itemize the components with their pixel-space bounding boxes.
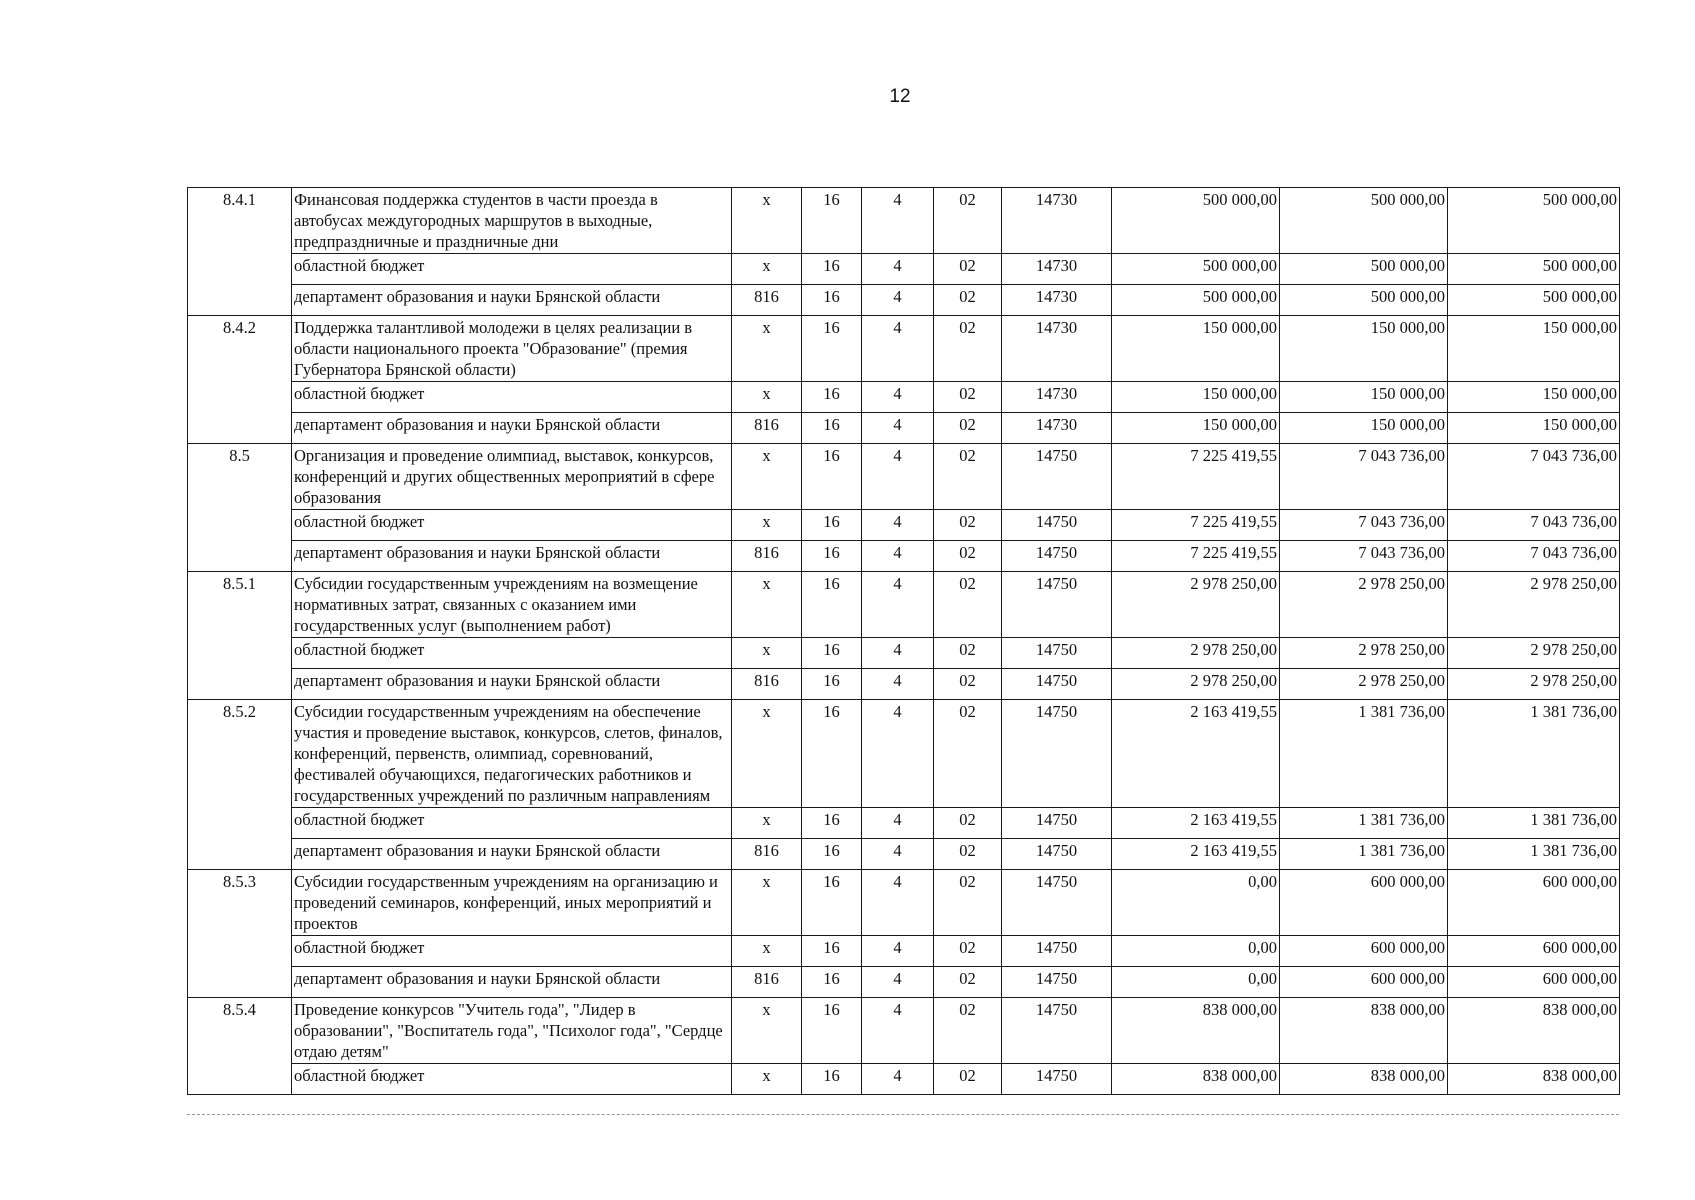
direction-cell: 14730: [1002, 382, 1112, 413]
amount-year3-cell: 1 381 736,00: [1448, 839, 1620, 870]
table-row: [188, 998, 1620, 1064]
amount-year3-cell: 2 978 250,00: [1448, 669, 1620, 700]
amount-year2-cell: 2 978 250,00: [1280, 572, 1448, 638]
subsection-cell: 4: [862, 700, 934, 808]
amount-year3-cell: 838 000,00: [1448, 998, 1620, 1064]
amount-year3-cell: 838 000,00: [1448, 1064, 1620, 1095]
program-cell: 02: [934, 700, 1002, 808]
amount-year2-cell: 150 000,00: [1280, 413, 1448, 444]
grbs-cell: x: [732, 316, 802, 382]
program-cell: 02: [934, 444, 1002, 510]
amount-year2-cell: 838 000,00: [1280, 1064, 1448, 1095]
section-cell: 16: [802, 998, 862, 1064]
table-row: [188, 870, 1620, 936]
amount-year2-cell: 1 381 736,00: [1280, 700, 1448, 808]
grbs-cell: 816: [732, 285, 802, 316]
amount-year1-cell: 2 978 250,00: [1112, 572, 1280, 638]
grbs-cell: x: [732, 808, 802, 839]
amount-year3-cell: 1 381 736,00: [1448, 700, 1620, 808]
item-description-cell: Проведение конкурсов "Учитель года", "Лидер в образовании", "Воспитатель года", "Психолог года", "Сердце отдаю детям": [292, 998, 732, 1064]
direction-cell: 14750: [1002, 510, 1112, 541]
amount-year2-cell: 838 000,00: [1280, 998, 1448, 1064]
amount-year3-cell: 2 978 250,00: [1448, 572, 1620, 638]
section-cell: 16: [802, 967, 862, 998]
amount-year3-cell: 500 000,00: [1448, 254, 1620, 285]
table-subrow: [188, 285, 1620, 316]
amount-year1-cell: 150 000,00: [1112, 413, 1280, 444]
grbs-cell: x: [732, 700, 802, 808]
grbs-cell: x: [732, 382, 802, 413]
program-cell: 02: [934, 541, 1002, 572]
direction-cell: 14750: [1002, 998, 1112, 1064]
page-number: 12: [889, 86, 911, 107]
subrow-description-cell: областной бюджет: [292, 1064, 732, 1095]
subrow-description-cell: департамент образования и науки Брянской области: [292, 669, 732, 700]
grbs-cell: x: [732, 444, 802, 510]
table-subrow: [188, 936, 1620, 967]
item-description-cell: Организация и проведение олимпиад, выставок, конкурсов, конференций и других общественных мероприятий в сфере образования: [292, 444, 732, 510]
direction-cell: 14750: [1002, 638, 1112, 669]
table-row: [188, 316, 1620, 382]
grbs-cell: 816: [732, 839, 802, 870]
amount-year3-cell: 7 043 736,00: [1448, 541, 1620, 572]
subsection-cell: 4: [862, 188, 934, 254]
subsection-cell: 4: [862, 1064, 934, 1095]
item-description-cell: Субсидии государственным учреждениям на возмещение нормативных затрат, связанных с оказанием ими государственных услуг (выполнением работ): [292, 572, 732, 638]
subrow-description-cell: департамент образования и науки Брянской области: [292, 541, 732, 572]
amount-year1-cell: 2 163 419,55: [1112, 700, 1280, 808]
amount-year1-cell: 0,00: [1112, 967, 1280, 998]
subsection-cell: 4: [862, 316, 934, 382]
program-cell: 02: [934, 382, 1002, 413]
amount-year2-cell: 600 000,00: [1280, 936, 1448, 967]
direction-cell: 14730: [1002, 188, 1112, 254]
program-cell: 02: [934, 510, 1002, 541]
subrow-description-cell: областной бюджет: [292, 808, 732, 839]
page-cut-edge: [187, 1114, 1619, 1115]
item-number-cell: 8.4.2: [188, 316, 292, 444]
amount-year3-cell: 600 000,00: [1448, 936, 1620, 967]
amount-year1-cell: 2 978 250,00: [1112, 669, 1280, 700]
amount-year1-cell: 2 163 419,55: [1112, 808, 1280, 839]
item-description-cell: Поддержка талантливой молодежи в целях реализации в области национального проекта "Образование" (премия Губернатора Брянской области): [292, 316, 732, 382]
table-subrow: [188, 1064, 1620, 1095]
program-cell: 02: [934, 188, 1002, 254]
subsection-cell: 4: [862, 669, 934, 700]
subsection-cell: 4: [862, 382, 934, 413]
subrow-description-cell: департамент образования и науки Брянской области: [292, 839, 732, 870]
amount-year1-cell: 838 000,00: [1112, 998, 1280, 1064]
table-row: [188, 188, 1620, 254]
direction-cell: 14730: [1002, 413, 1112, 444]
section-cell: 16: [802, 382, 862, 413]
subsection-cell: 4: [862, 808, 934, 839]
program-cell: 02: [934, 413, 1002, 444]
subsection-cell: 4: [862, 285, 934, 316]
amount-year1-cell: 150 000,00: [1112, 316, 1280, 382]
item-number-cell: 8.5.3: [188, 870, 292, 998]
subsection-cell: 4: [862, 413, 934, 444]
amount-year3-cell: 500 000,00: [1448, 285, 1620, 316]
table-body: [188, 188, 1620, 1095]
amount-year3-cell: 600 000,00: [1448, 870, 1620, 936]
amount-year2-cell: 2 978 250,00: [1280, 669, 1448, 700]
amount-year1-cell: 2 978 250,00: [1112, 638, 1280, 669]
program-cell: 02: [934, 669, 1002, 700]
direction-cell: 14750: [1002, 700, 1112, 808]
amount-year3-cell: 600 000,00: [1448, 967, 1620, 998]
section-cell: 16: [802, 700, 862, 808]
direction-cell: 14750: [1002, 808, 1112, 839]
amount-year2-cell: 500 000,00: [1280, 188, 1448, 254]
subrow-description-cell: областной бюджет: [292, 638, 732, 669]
item-number-cell: 8.5.4: [188, 998, 292, 1095]
table-subrow: [188, 839, 1620, 870]
amount-year3-cell: 150 000,00: [1448, 413, 1620, 444]
grbs-cell: x: [732, 510, 802, 541]
program-cell: 02: [934, 936, 1002, 967]
amount-year2-cell: 150 000,00: [1280, 316, 1448, 382]
table-subrow: [188, 967, 1620, 998]
subsection-cell: 4: [862, 967, 934, 998]
subsection-cell: 4: [862, 936, 934, 967]
subsection-cell: 4: [862, 572, 934, 638]
item-description-cell: Финансовая поддержка студентов в части проезда в автобусах междугородных маршрутов в выходные, предпраздничные и праздничные дни: [292, 188, 732, 254]
program-cell: 02: [934, 254, 1002, 285]
program-cell: 02: [934, 572, 1002, 638]
amount-year1-cell: 500 000,00: [1112, 285, 1280, 316]
grbs-cell: x: [732, 188, 802, 254]
section-cell: 16: [802, 572, 862, 638]
section-cell: 16: [802, 839, 862, 870]
program-cell: 02: [934, 1064, 1002, 1095]
section-cell: 16: [802, 316, 862, 382]
table-row: [188, 572, 1620, 638]
section-cell: 16: [802, 444, 862, 510]
direction-cell: 14750: [1002, 870, 1112, 936]
subrow-description-cell: областной бюджет: [292, 254, 732, 285]
section-cell: 16: [802, 285, 862, 316]
amount-year2-cell: 1 381 736,00: [1280, 808, 1448, 839]
amount-year3-cell: 150 000,00: [1448, 382, 1620, 413]
amount-year2-cell: 150 000,00: [1280, 382, 1448, 413]
amount-year2-cell: 600 000,00: [1280, 870, 1448, 936]
grbs-cell: x: [732, 998, 802, 1064]
section-cell: 16: [802, 808, 862, 839]
section-cell: 16: [802, 541, 862, 572]
table-subrow: [188, 541, 1620, 572]
program-cell: 02: [934, 967, 1002, 998]
amount-year2-cell: 600 000,00: [1280, 967, 1448, 998]
subrow-description-cell: департамент образования и науки Брянской области: [292, 285, 732, 316]
subsection-cell: 4: [862, 541, 934, 572]
direction-cell: 14750: [1002, 1064, 1112, 1095]
subsection-cell: 4: [862, 510, 934, 541]
amount-year1-cell: 0,00: [1112, 936, 1280, 967]
item-number-cell: 8.4.1: [188, 188, 292, 316]
subsection-cell: 4: [862, 839, 934, 870]
subsection-cell: 4: [862, 638, 934, 669]
direction-cell: 14750: [1002, 572, 1112, 638]
section-cell: 16: [802, 188, 862, 254]
subsection-cell: 4: [862, 254, 934, 285]
amount-year2-cell: 500 000,00: [1280, 285, 1448, 316]
direction-cell: 14730: [1002, 285, 1112, 316]
amount-year1-cell: 150 000,00: [1112, 382, 1280, 413]
amount-year3-cell: 1 381 736,00: [1448, 808, 1620, 839]
subsection-cell: 4: [862, 870, 934, 936]
subrow-description-cell: департамент образования и науки Брянской области: [292, 967, 732, 998]
table-row: [188, 444, 1620, 510]
table-subrow: [188, 382, 1620, 413]
section-cell: 16: [802, 254, 862, 285]
table-subrow: [188, 254, 1620, 285]
amount-year2-cell: 1 381 736,00: [1280, 839, 1448, 870]
item-number-cell: 8.5.2: [188, 700, 292, 870]
subrow-description-cell: областной бюджет: [292, 936, 732, 967]
section-cell: 16: [802, 510, 862, 541]
amount-year3-cell: 7 043 736,00: [1448, 444, 1620, 510]
direction-cell: 14750: [1002, 839, 1112, 870]
table-subrow: [188, 808, 1620, 839]
amount-year2-cell: 7 043 736,00: [1280, 510, 1448, 541]
item-description-cell: Субсидии государственным учреждениям на обеспечение участия и проведение выставок, конкурсов, слетов, финалов, конференций, первенств, олимпиад, соревнований, фестивалей обучающихся, педагогических работников и государственных учреждений по различным направлениям: [292, 700, 732, 808]
section-cell: 16: [802, 936, 862, 967]
grbs-cell: 816: [732, 669, 802, 700]
grbs-cell: 816: [732, 413, 802, 444]
amount-year1-cell: 7 225 419,55: [1112, 541, 1280, 572]
grbs-cell: x: [732, 572, 802, 638]
grbs-cell: x: [732, 1064, 802, 1095]
grbs-cell: x: [732, 254, 802, 285]
grbs-cell: x: [732, 870, 802, 936]
table-subrow: [188, 510, 1620, 541]
subsection-cell: 4: [862, 444, 934, 510]
amount-year1-cell: 838 000,00: [1112, 1064, 1280, 1095]
amount-year3-cell: 7 043 736,00: [1448, 510, 1620, 541]
item-number-cell: 8.5.1: [188, 572, 292, 700]
amount-year2-cell: 500 000,00: [1280, 254, 1448, 285]
program-cell: 02: [934, 998, 1002, 1064]
amount-year2-cell: 7 043 736,00: [1280, 444, 1448, 510]
direction-cell: 14750: [1002, 936, 1112, 967]
item-number-cell: 8.5: [188, 444, 292, 572]
amount-year1-cell: 7 225 419,55: [1112, 510, 1280, 541]
direction-cell: 14730: [1002, 254, 1112, 285]
section-cell: 16: [802, 1064, 862, 1095]
program-cell: 02: [934, 285, 1002, 316]
direction-cell: 14730: [1002, 316, 1112, 382]
section-cell: 16: [802, 870, 862, 936]
section-cell: 16: [802, 638, 862, 669]
grbs-cell: 816: [732, 967, 802, 998]
amount-year1-cell: 7 225 419,55: [1112, 444, 1280, 510]
program-cell: 02: [934, 808, 1002, 839]
amount-year3-cell: 2 978 250,00: [1448, 638, 1620, 669]
subsection-cell: 4: [862, 998, 934, 1064]
amount-year1-cell: 500 000,00: [1112, 254, 1280, 285]
section-cell: 16: [802, 413, 862, 444]
amount-year1-cell: 500 000,00: [1112, 188, 1280, 254]
program-cell: 02: [934, 839, 1002, 870]
amount-year3-cell: 150 000,00: [1448, 316, 1620, 382]
direction-cell: 14750: [1002, 541, 1112, 572]
grbs-cell: x: [732, 638, 802, 669]
grbs-cell: 816: [732, 541, 802, 572]
amount-year1-cell: 0,00: [1112, 870, 1280, 936]
direction-cell: 14750: [1002, 967, 1112, 998]
direction-cell: 14750: [1002, 444, 1112, 510]
amount-year1-cell: 2 163 419,55: [1112, 839, 1280, 870]
program-cell: 02: [934, 638, 1002, 669]
subrow-description-cell: областной бюджет: [292, 510, 732, 541]
grbs-cell: x: [732, 936, 802, 967]
direction-cell: 14750: [1002, 669, 1112, 700]
table-subrow: [188, 413, 1620, 444]
budget-table: [187, 187, 1620, 1095]
table-row: [188, 700, 1620, 808]
amount-year2-cell: 2 978 250,00: [1280, 638, 1448, 669]
amount-year2-cell: 7 043 736,00: [1280, 541, 1448, 572]
section-cell: 16: [802, 669, 862, 700]
item-description-cell: Субсидии государственным учреждениям на организацию и проведений семинаров, конференций, иных мероприятий и проектов: [292, 870, 732, 936]
program-cell: 02: [934, 870, 1002, 936]
table-subrow: [188, 638, 1620, 669]
program-cell: 02: [934, 316, 1002, 382]
table-subrow: [188, 669, 1620, 700]
subrow-description-cell: областной бюджет: [292, 382, 732, 413]
amount-year3-cell: 500 000,00: [1448, 188, 1620, 254]
subrow-description-cell: департамент образования и науки Брянской области: [292, 413, 732, 444]
